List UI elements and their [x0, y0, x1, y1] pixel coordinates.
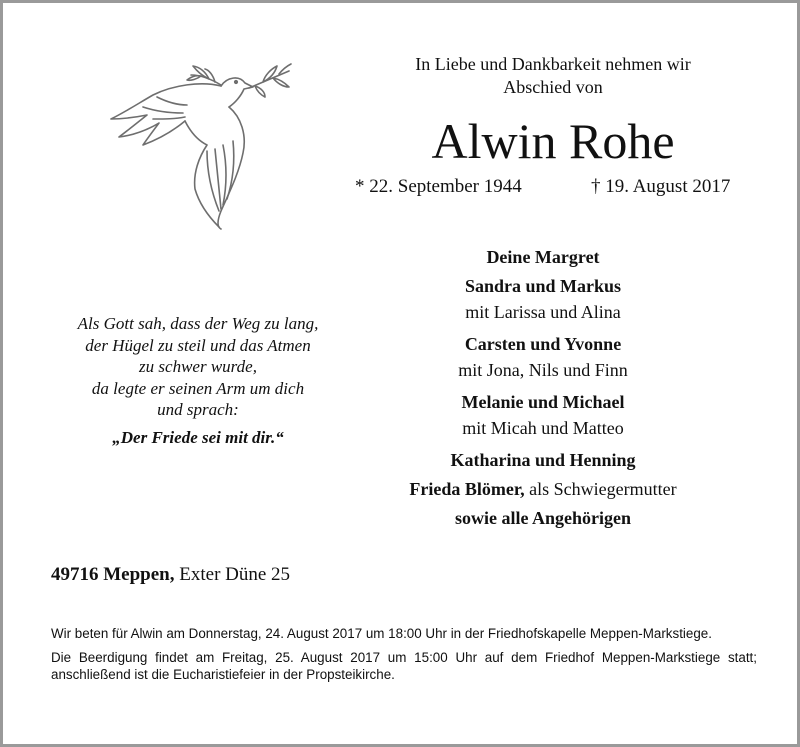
mourner-couple: Sandra und Markus — [464, 276, 622, 296]
death-date: † 19. August 2017 — [591, 176, 731, 197]
intro-text — [333, 53, 773, 99]
poem-line: da legte er seinen Arm um dich — [91, 378, 305, 398]
mourners-list — [343, 243, 743, 533]
mourner-children: mit Jona, Nils und Finn — [458, 360, 628, 380]
prayer-notice: Wir beten für Alwin am Donnerstag, 24. August 2017 um 18:00 Uhr in der Friedhofskapelle Meppen-Markstiege. — [51, 626, 712, 641]
mother-in-law-name: Frieda Blömer, — [409, 479, 525, 499]
mourner-couple: Carsten und Yvonne — [464, 334, 622, 354]
memorial-poem — [43, 313, 353, 448]
birth-date: * 22. September 1944 — [355, 176, 522, 197]
poem-line: zu schwer wurde, — [139, 357, 257, 376]
mourner-mother-in-law — [343, 475, 743, 504]
service-notice — [51, 625, 757, 690]
intro-line: In Liebe und Dankbarkeit nehmen wir — [415, 54, 691, 74]
mourner-wife: Deine Margret — [486, 247, 600, 267]
intro-line: Abschied von — [503, 77, 603, 97]
mourner-couple: Melanie und Michael — [461, 392, 625, 412]
poem-line: Als Gott sah, dass der Weg zu lang, — [77, 314, 319, 333]
mourner-children: mit Micah und Matteo — [462, 418, 624, 438]
poem-line: und sprach: — [157, 400, 239, 419]
mother-in-law-role: als Schwiegermutter — [524, 479, 677, 499]
dove-with-olive-branch-icon — [103, 61, 293, 233]
address-city: 49716 Meppen, — [51, 564, 175, 585]
mourner-couple: Katharina und Henning — [450, 450, 636, 470]
poem-line: der Hügel zu steil und das Atmen — [85, 335, 311, 355]
address — [51, 563, 290, 587]
funeral-notice: Die Beerdigung findet am Freitag, 25. August 2017 um 15:00 Uhr auf dem Friedhof Meppen-Markstiege statt; anschließend ist die Eucharistiefeier in der Propsteikirche. — [51, 649, 757, 682]
deceased-name: Alwin Rohe — [431, 113, 675, 169]
address-street: Exter Düne 25 — [174, 564, 291, 585]
poem-closing: „Der Friede sei mit dir.“ — [112, 427, 284, 447]
mourner-children: mit Larissa und Alina — [465, 302, 621, 322]
mourner-relatives: sowie alle Angehörigen — [455, 508, 631, 528]
